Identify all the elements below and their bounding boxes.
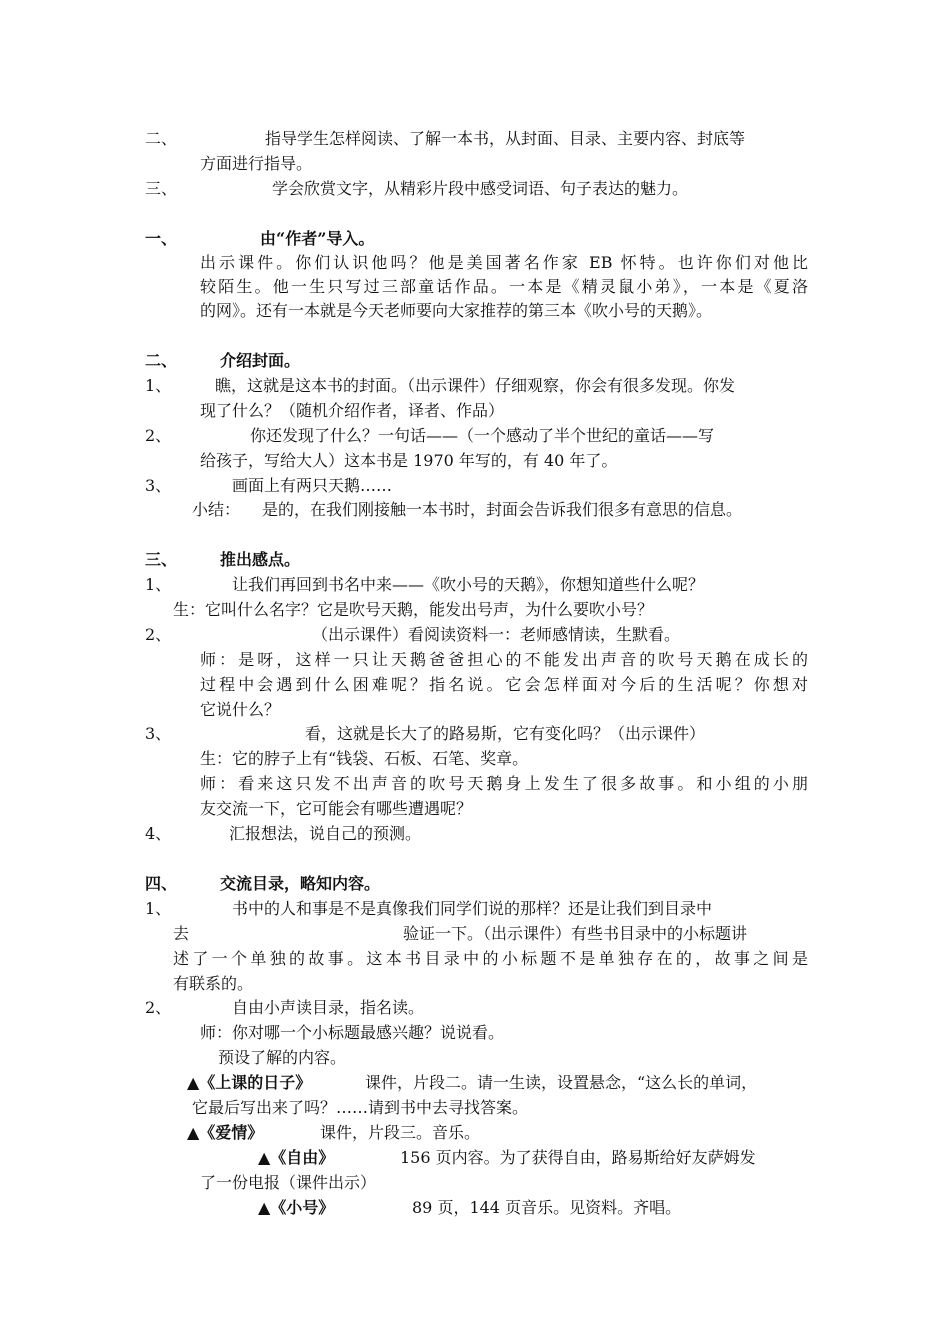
teacher-line: 师：是呀，这样一只让天鹅爸爸担心的不能发出声音的吹号天鹅在成长的 bbox=[200, 650, 808, 669]
section-4-item-1-continuation: 有联系的。 bbox=[173, 974, 254, 993]
section-4-item-1-verify: 验证一下。（出示课件）有些书目录中的小标题讲 bbox=[403, 924, 748, 943]
section-4-item-1-continuation: 述了一个单独的故事。这本书目录中的小标题不是单独存在的，故事之间是 bbox=[173, 949, 808, 968]
section-2-item-1-text: 瞧，这就是这本书的封面。（出示课件）仔细观察，你会有很多发现。你发 bbox=[215, 376, 736, 395]
teacher-line: 它说什么？ bbox=[200, 700, 281, 719]
section-2-item-3-text: 画面上有两只天鹅…… bbox=[232, 476, 393, 495]
section-3-item-4-number: 4、 bbox=[145, 824, 172, 843]
section-3-item-2-text: （出示课件）看阅读资料一：老师感情读，生默看。 bbox=[312, 625, 681, 644]
section-2-title: 介绍封面。 bbox=[220, 351, 301, 370]
chapter-note-school-days: 课件，片段二。请一生读，设置悬念，“这么长的单词， bbox=[365, 1073, 758, 1092]
section-4-item-1-text: 书中的人和事是不是真像我们同学们说的那样？还是让我们到目录中 bbox=[232, 899, 713, 918]
section-4-title: 交流目录，略知内容。 bbox=[220, 874, 381, 893]
chapter-note-continuation: 它最后写出来了吗？……请到书中去寻找答案。 bbox=[192, 1098, 529, 1117]
goal-3-number: 三、 bbox=[145, 179, 178, 198]
goal-2-text: 指导学生怎样阅读、了解一本书，从封面、目录、主要内容、封底等 bbox=[265, 129, 746, 148]
teacher-line: 过程中会遇到什么困难呢？指名说。它会怎样面对今后的生活呢？你想对 bbox=[200, 675, 808, 694]
chapter-note-freedom: 156 页内容。为了获得自由，路易斯给好友萨姆发 bbox=[400, 1148, 756, 1167]
goal-2-continuation: 方面进行指导。 bbox=[200, 154, 313, 173]
student-answer: 生：它叫什么名字？它是吹号天鹅，能发出号声，为什么要吹小号？ bbox=[173, 600, 654, 619]
section-1-number: 一、 bbox=[145, 229, 178, 248]
section-4-item-1-word: 去 bbox=[173, 924, 190, 943]
chapter-title-trumpet: ▲《小号》 bbox=[258, 1198, 335, 1217]
chapter-title-freedom: ▲《自由》 bbox=[258, 1148, 335, 1167]
section-1-paragraph-line: 较陌生。他一生只写过三部童话作品。一本是《精灵鼠小弟》，一本是《夏洛 bbox=[200, 277, 808, 296]
goal-2-number: 二、 bbox=[145, 129, 178, 148]
teacher-line: 师：看来这只发不出声音的吹号天鹅身上发生了很多故事。和小组的小朋 bbox=[200, 774, 808, 793]
chapter-title-school-days: ▲《上课的日子》 bbox=[187, 1073, 312, 1092]
section-3-number: 三、 bbox=[145, 550, 178, 569]
section-3-item-1-text: 让我们再回到书名中来——《吹小号的天鹅》，你想知道些什么呢？ bbox=[232, 575, 705, 594]
section-3-title: 推出感点。 bbox=[220, 550, 301, 569]
chapter-note-continuation: 了一份电报（课件出示） bbox=[200, 1173, 377, 1192]
section-1-paragraph-line: 的网》。还有一本就是今天老师要向大家推荐的第三本《吹小号的天鹅》。 bbox=[200, 301, 713, 320]
section-3-item-3-number: 3、 bbox=[145, 724, 172, 743]
section-1-title: 由“作者”导入。 bbox=[260, 229, 375, 248]
section-2-item-1-number: 1、 bbox=[145, 376, 172, 395]
preset-note: 预设了解的内容。 bbox=[218, 1048, 347, 1067]
section-3-item-2-number: 2、 bbox=[145, 625, 172, 644]
section-2-item-2-text: 你还发现了什么？一句话——（一个感动了半个世纪的童话——写 bbox=[250, 426, 715, 445]
chapter-title-love: ▲《爱情》 bbox=[187, 1123, 264, 1142]
section-3-item-3-text: 看，这就是长大了的路易斯，它有变化吗？（出示课件） bbox=[305, 724, 706, 743]
student-answer: 生：它的脖子上有“钱袋、石板、石笔、奖章。 bbox=[200, 749, 529, 768]
summary-label: 小结： bbox=[192, 500, 241, 519]
section-4-item-2-text: 自由小声读目录，指名读。 bbox=[232, 998, 425, 1017]
section-4-item-2-number: 2、 bbox=[145, 998, 172, 1017]
section-2-number: 二、 bbox=[145, 351, 178, 370]
teacher-line: 友交流一下，它可能会有哪些遭遇呢？ bbox=[200, 799, 473, 818]
goal-3-text: 学会欣赏文字，从精彩片段中感受词语、句子表达的魅力。 bbox=[272, 179, 689, 198]
summary-text: 是的，在我们刚接触一本书时，封面会告诉我们很多有意思的信息。 bbox=[262, 500, 743, 519]
section-2-item-2-number: 2、 bbox=[145, 426, 172, 445]
section-2-item-2-continuation: 给孩子，写给大人）这本书是 1970 年写的，有 40 年了。 bbox=[200, 451, 618, 470]
section-3-item-1-number: 1、 bbox=[145, 575, 172, 594]
section-1-paragraph-line: 出示课件。你们认识他吗？他是美国著名作家 EB 怀特。也许你们对他比 bbox=[200, 253, 808, 272]
chapter-note-trumpet: 89 页，144 页音乐。见资料。齐唱。 bbox=[412, 1198, 682, 1217]
section-2-item-1-continuation: 现了什么？（随机介绍作者，译者、作品） bbox=[200, 401, 505, 420]
section-2-item-3-number: 3、 bbox=[145, 476, 172, 495]
section-3-item-4-text: 汇报想法，说自己的预测。 bbox=[229, 824, 422, 843]
teacher-question: 师：你对哪一个小标题最感兴趣？说说看。 bbox=[200, 1023, 505, 1042]
section-4-number: 四、 bbox=[145, 874, 178, 893]
section-4-item-1-number: 1、 bbox=[145, 899, 172, 918]
chapter-note-love: 课件，片段三。音乐。 bbox=[320, 1123, 481, 1142]
